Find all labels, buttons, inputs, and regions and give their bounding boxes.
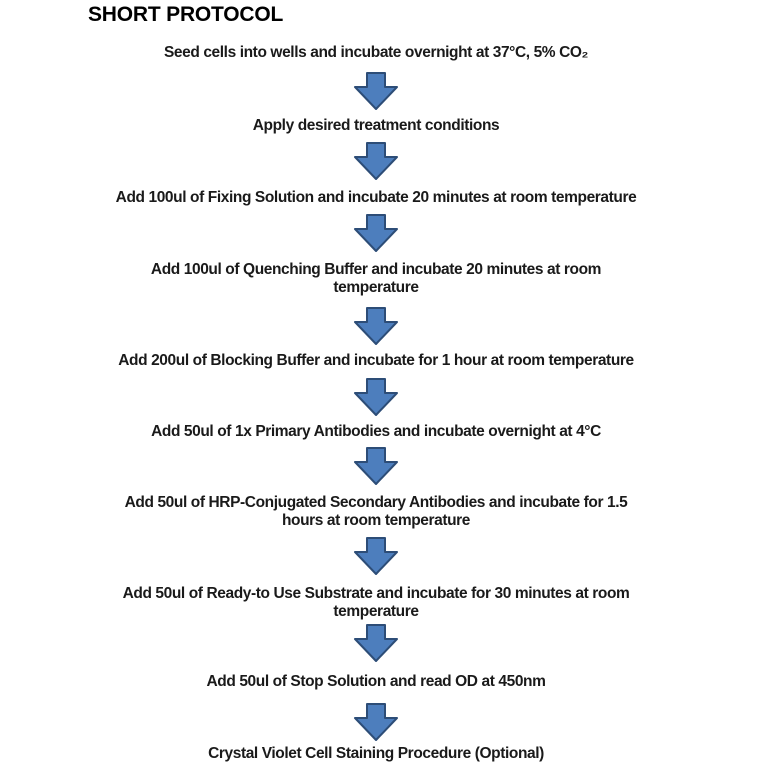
step-text: Add 100ul of Fixing Solution and incubate 20 minutes at room temperature <box>115 189 637 206</box>
arrow-shape <box>355 143 397 179</box>
down-arrow-icon <box>353 378 399 416</box>
step-text: temperature <box>333 279 419 296</box>
down-arrow-icon <box>353 307 399 345</box>
arrow-shape <box>355 625 397 661</box>
arrow-shape <box>355 73 397 109</box>
step-text: Apply desired treatment conditions <box>252 117 500 134</box>
protocol-step-4 <box>0 261 752 297</box>
step-text: Crystal Violet Cell Staining Procedure (Optional) <box>208 745 544 762</box>
protocol-step-2 <box>0 117 752 135</box>
arrow-shape <box>355 704 397 740</box>
step-text: Add 200ul of Blocking Buffer and incubate for 1 hour at room temperature <box>118 352 634 369</box>
protocol-step-1 <box>0 44 752 62</box>
down-arrow-icon <box>353 624 399 662</box>
down-arrow-icon <box>353 214 399 252</box>
protocol-step-8 <box>0 585 752 621</box>
down-arrow-icon <box>353 703 399 741</box>
step-text: Add 50ul of 1x Primary Antibodies and incubate overnight at 4°C <box>151 423 601 440</box>
step-text: Add 50ul of Stop Solution and read OD at 450nm <box>206 673 546 690</box>
arrow-shape <box>355 215 397 251</box>
protocol-step-5 <box>0 352 752 370</box>
step-text: Seed cells into wells and incubate overnight at 37°C, 5% CO₂ <box>163 44 589 61</box>
protocol-step-3 <box>0 189 752 207</box>
page-title: SHORT PROTOCOL <box>88 3 284 26</box>
protocol-step-7 <box>0 494 752 530</box>
down-arrow-icon <box>353 72 399 110</box>
protocol-step-9 <box>0 673 752 691</box>
arrow-shape <box>355 448 397 484</box>
down-arrow-icon <box>353 447 399 485</box>
step-text: hours at room temperature <box>281 512 471 529</box>
step-text: temperature <box>333 603 419 620</box>
arrow-shape <box>355 308 397 344</box>
arrow-shape <box>355 538 397 574</box>
down-arrow-icon <box>353 142 399 180</box>
protocol-step-10 <box>0 745 752 763</box>
step-text: Add 50ul of Ready-to Use Substrate and incubate for 30 minutes at room <box>122 585 630 602</box>
protocol-step-6 <box>0 423 752 441</box>
step-text: Add 100ul of Quenching Buffer and incubate 20 minutes at room <box>150 261 602 278</box>
step-text: Add 50ul of HRP-Conjugated Secondary Antibodies and incubate for 1.5 <box>124 494 628 511</box>
arrow-shape <box>355 379 397 415</box>
down-arrow-icon <box>353 537 399 575</box>
